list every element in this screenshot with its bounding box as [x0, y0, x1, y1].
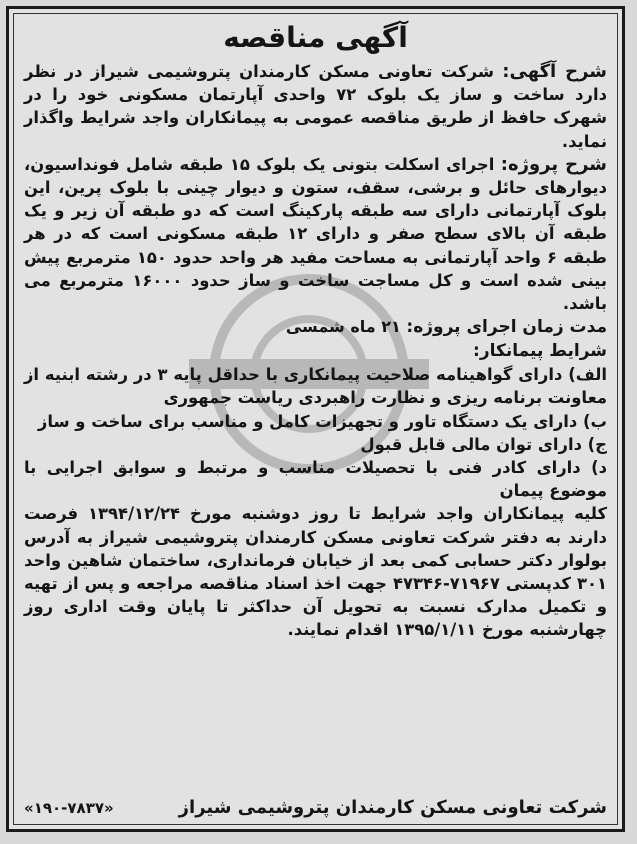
- description-text: شرکت تعاونی مسکن کارمندان پتروشیمی شیراز در نظر دارد ساخت و ساز یک بلوک ۷۲ واحدی آپارتمان مسکونی خود را در شهرک حافظ از طریق مناقصه عمومی به پیمانکاران واجد شرایط واگذار نماید.: [24, 62, 607, 151]
- project-text: اجرای اسکلت بتونی یک بلوک ۱۵ طبقه شامل فونداسیون، دیوارهای حائل و برشی، سقف، ستون و دیوار چینی با بلوک پرین، این بلوک آپارتمانی دارای سه طبقه پارکینگ است که دو طبقه آن زیر و یک طبقه آن بالای سطح صفر و دارای ۱۲ طبقه مسکونی است که در هر طبقه ۶ واحد آپارتمانی به مساحت مفید هر واحد حدود ۱۵۰ مترمربع پیش بینی شده است و کل مساجت ساخت و ساز حدود ۱۶۰۰۰ مترمربع می باشد.: [24, 154, 608, 314]
- footer-company: شرکت تعاونی مسکن کارمندان پتروشیمی شیراز: [178, 797, 607, 818]
- footer-code: «۱۹۰-۷۸۳۷»: [24, 798, 114, 817]
- page-title: آگهی مناقصه: [223, 21, 408, 54]
- advertisement-body: [13, 13, 618, 825]
- footer: [24, 797, 607, 818]
- condition-item: ج) دارای توان مالی قابل قبول: [360, 434, 607, 454]
- duration-label: مدت زمان اجرای پروژه:: [406, 317, 607, 338]
- project-paragraph: [24, 153, 607, 315]
- project-label: شرح پروژه:: [500, 153, 607, 175]
- description-label: شرح آگهی:: [502, 61, 607, 82]
- condition-item: ب) دارای یک دستگاه تاور و تجهیزات کامل و مناسب برای ساخت و ساز: [37, 411, 607, 431]
- duration-value: ۲۱ ماه شمسی: [285, 317, 407, 337]
- condition-item: د) دارای کادر فنی با تحصیلات مناسب و مرتبط و سوابق اجرایی با موضوع پیمان: [24, 458, 607, 501]
- condition-item: الف) دارای گواهینامه صلاحیت پیمانکاری با حداقل پایه ۳ در رشته ابنیه از معاونت برنامه ریزی و نظارت راهبردی ریاست جمهوری: [24, 365, 607, 408]
- advertisement-frame: [6, 6, 625, 832]
- duration-line: [24, 315, 607, 340]
- conditions-heading: شرایط پیمانکار:: [473, 340, 607, 361]
- description-paragraph: [24, 60, 607, 153]
- closing-paragraph: کلیه پیمانکاران واجد شرایط تا روز دوشنبه مورخ ۱۳۹۴/۱۲/۲۴ فرصت دارند به دفتر شرکت تعاونی مسکن کارمندان پتروشیمی شیراز به آدرس بولوار دکتر حسابی کمی بعد از خیابان فرمانداری، ساختمان شاهین واحد ۳۰۱ کدپستی ۷۱۹۶۷-۴۷۳۴۶ جهت اخذ اسناد مناقصه مراجعه و پس از تهیه و تکمیل مدارک نسبت به تحویل آن حداکثر تا پایان وقت اداری روز چهارشنبه مورخ ۱۳۹۵/۱/۱۱ اقدام نمایند.: [24, 504, 607, 640]
